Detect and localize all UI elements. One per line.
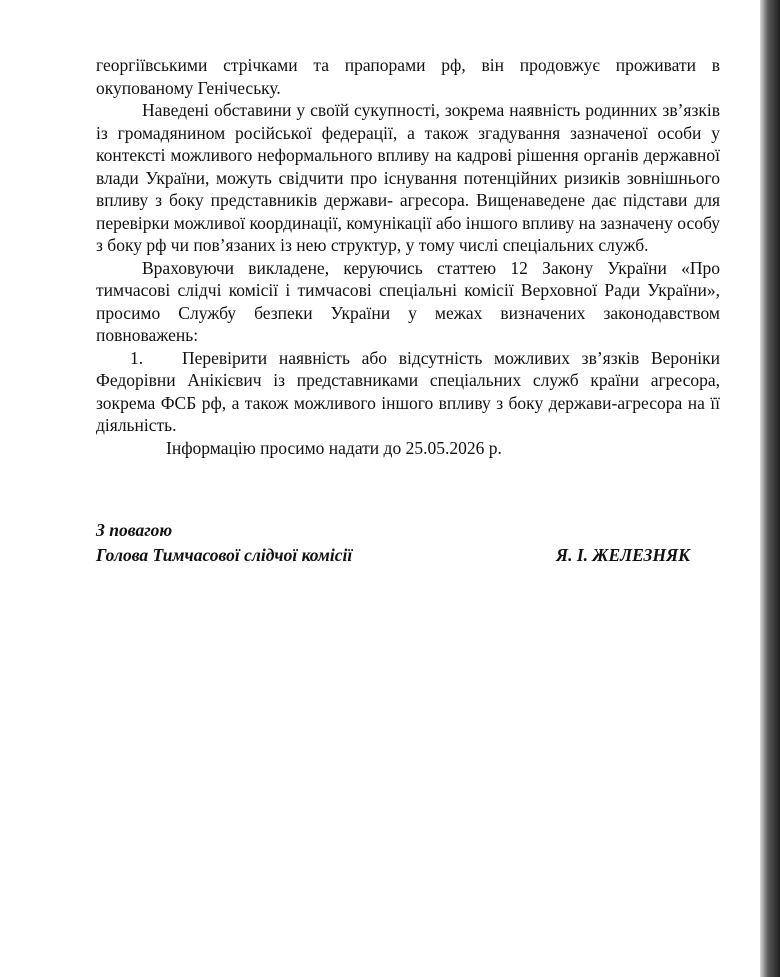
paragraph-circumstances: Наведені обставини у своїй сукупності, зокрема наявність родинних зв’язків із громадянином російської федерації, а також згадування зазначеної особи у контексті можливого неформального впливу на кадрові рішення органів державної влади України, можуть свідчити про існування потенційних ризиків зовнішнього впливу з боку представників держави- агресора. Вищенаведене дає підстави для перевірки можливої координації, комунікації або іншого впливу на зазначену особу з боку рф чи пов’язаних із нею структур, у тому числі спеціальних служб. (96, 100, 720, 255)
list-item-text: Перевірити наявність або відсутність можливих зв’язків Вероніки Федорівни Анікієвич із представниками спеціальних служб країни агресора, зокрема ФСБ рф, а також можливого іншого впливу з боку держави-агресора на її діяльність. (96, 347, 720, 435)
signatory-name: Я. І. ЖЕЛЕЗНЯК (556, 545, 690, 565)
page-edge-shadow (760, 0, 780, 977)
paragraph-continuation: георгіївськими стрічками та прапорами рф, він продовжує проживати в окупованому Генічеську. (96, 55, 720, 98)
signatory-position: Голова Тимчасової слідчої комісії (96, 545, 353, 565)
list-item (96, 347, 720, 437)
signature-block (96, 518, 690, 568)
letter-body (96, 54, 720, 459)
signature-row (96, 543, 690, 568)
list-item-number: 1. (130, 347, 144, 368)
paragraph-request: Враховуючи викладене, керуючись статтею 12 Закону України «Про тимчасові слідчі комісії і тимчасові спеціальні комісії Верховної Ради України», просимо Службу безпеки України у межах визначених законодавством повноважень: (96, 257, 720, 345)
deadline-text: Інформацію просимо надати до 25.05.2026 р. (166, 437, 502, 458)
closing-phrase: З повагою (96, 520, 173, 540)
